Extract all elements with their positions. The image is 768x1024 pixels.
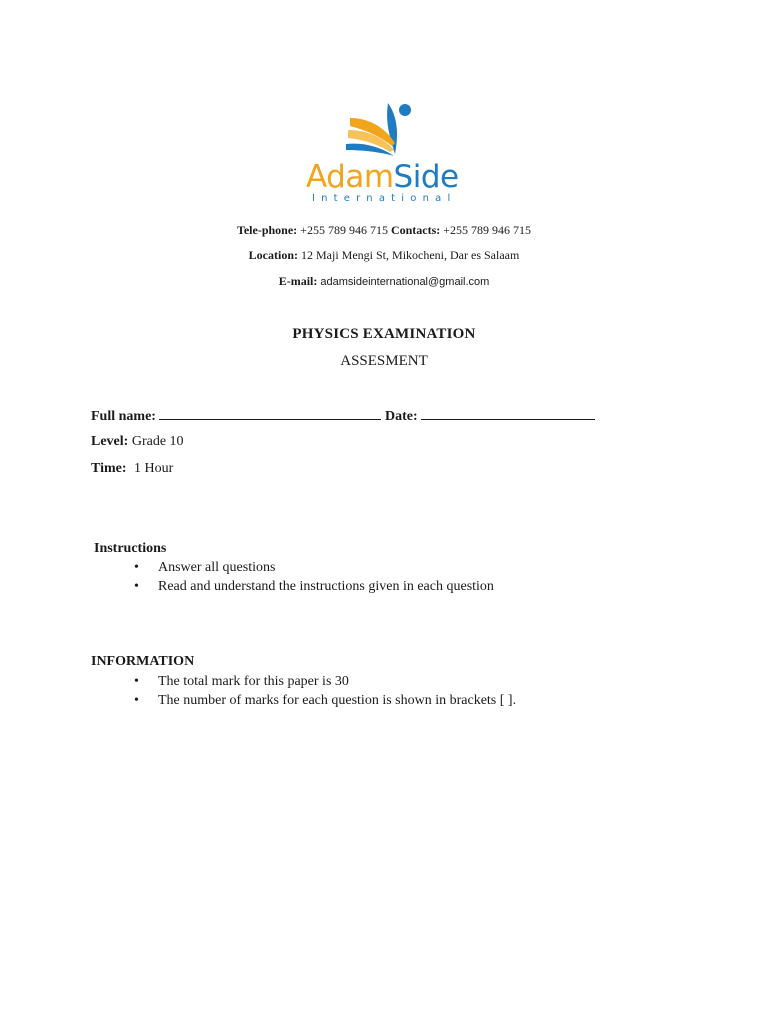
- time-row: [91, 460, 173, 478]
- information-heading: INFORMATION: [91, 654, 195, 669]
- email-value: adamsideinternational@gmail.com: [320, 276, 490, 288]
- logo-subtitle: International: [312, 193, 457, 204]
- contacts-value: +255 789 946 715: [443, 223, 532, 237]
- exam-title: PHYSICS EXAMINATION: [292, 326, 476, 342]
- time-label: Time:: [91, 461, 127, 476]
- exam-subtitle: ASSESMENT: [340, 353, 428, 369]
- time-value: 1 Hour: [134, 461, 174, 476]
- email-line: [0, 273, 768, 290]
- level-value: Grade 10: [131, 434, 184, 449]
- level-row: [91, 433, 184, 451]
- location-value: 12 Maji Mengi St, Mikocheni, Dar es Salaam: [301, 248, 520, 262]
- level-label: Level:: [91, 434, 129, 449]
- instructions-heading: Instructions: [94, 541, 167, 556]
- phone-line: [0, 222, 768, 238]
- contacts-label: Contacts:: [390, 223, 441, 237]
- information-list: [134, 672, 516, 710]
- adamside-logo: [300, 98, 468, 210]
- logo-wordmark: AdamSide: [306, 159, 459, 195]
- date-label: Date:: [384, 409, 418, 424]
- fullname-date-row: [91, 406, 595, 426]
- list-item: • Read and understand the instructions given in each question: [134, 579, 494, 594]
- logo-emblem-icon: [340, 98, 420, 162]
- bullet-icon: •: [134, 693, 139, 708]
- list-item: • The total mark for this paper is 30: [134, 674, 349, 689]
- instructions-list: [134, 558, 494, 596]
- bullet-icon: •: [134, 674, 139, 689]
- list-item: • Answer all questions: [134, 560, 276, 575]
- date-blank[interactable]: [421, 406, 595, 420]
- email-label: E-mail:: [278, 274, 318, 288]
- phone-label: Tele-phone:: [236, 223, 298, 237]
- list-item: • The number of marks for each question is shown in brackets [ ].: [134, 693, 517, 708]
- bullet-icon: •: [134, 560, 139, 575]
- location-label: Location:: [248, 248, 299, 262]
- bullet-icon: •: [134, 579, 139, 594]
- location-line: [0, 247, 768, 263]
- fullname-blank[interactable]: [159, 406, 381, 420]
- phone-value: +255 789 946 715: [300, 223, 388, 237]
- fullname-label: Full name:: [91, 409, 156, 424]
